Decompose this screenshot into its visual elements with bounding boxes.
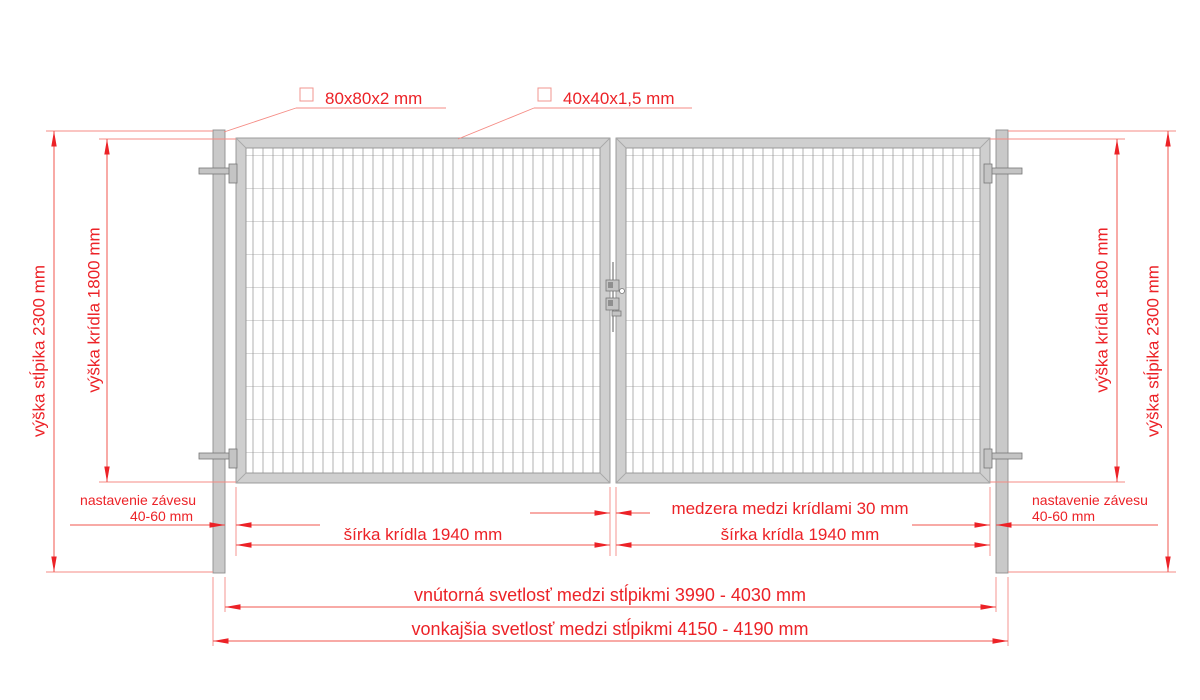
hinge-adjust-label-right-2: 40-60 mm (1032, 508, 1096, 524)
post-profile-label: 80x80x2 mm (325, 89, 423, 108)
right-post (996, 130, 1008, 573)
wing-width-label-right: šírka krídla 1940 mm (720, 525, 880, 544)
inner-clearance-label: vnútorná svetlosť medzi stĺpikmi 3990 - 4030 mm (414, 585, 806, 605)
hinge-adjust-label-right-1: nastavenie závesu (1032, 492, 1148, 508)
hinge-adjust-label-left-1: nastavenie závesu (80, 492, 196, 508)
lock-cylinder (620, 289, 625, 294)
square-profile-icon (538, 88, 551, 101)
profile-callouts (224, 88, 692, 139)
wing-width-label-left: šírka krídla 1940 mm (343, 525, 503, 544)
outer-clearance-label: vonkajšia svetlosť medzi stĺpikmi 4150 - 4190 mm (411, 619, 809, 639)
post-height-label-right: výška stĺpika 2300 mm (1143, 265, 1163, 437)
dim-wing-height-right (990, 139, 1125, 482)
dim-hinge-adjust-left (70, 487, 320, 556)
dim-wing-width-left (236, 525, 610, 545)
hinge-adjust-label-left-2: 40-60 mm (129, 508, 193, 524)
dim-hinge-adjust-right (912, 487, 1158, 556)
dim-inner-clearance (225, 577, 996, 612)
post-height-label-left: výška stĺpika 2300 mm (29, 265, 49, 437)
dim-wing-gap (530, 487, 909, 556)
wing-height-label-left: výška krídla 1800 mm (84, 227, 104, 393)
left-wing-mesh (246, 148, 600, 473)
wing-gap-label: medzera medzi krídlami 30 mm (671, 499, 909, 518)
frame-profile-label: 40x40x1,5 mm (563, 89, 675, 108)
right-wing (616, 138, 990, 483)
dim-wing-width-right (616, 525, 990, 545)
leader-line (458, 108, 534, 139)
lock-handle (612, 311, 621, 316)
leader-line (224, 108, 296, 132)
left-post (213, 130, 225, 573)
right-wing-mesh (626, 148, 980, 473)
left-wing (236, 138, 610, 483)
square-profile-icon (300, 88, 313, 101)
wing-height-label-right: výška krídla 1800 mm (1092, 227, 1112, 393)
